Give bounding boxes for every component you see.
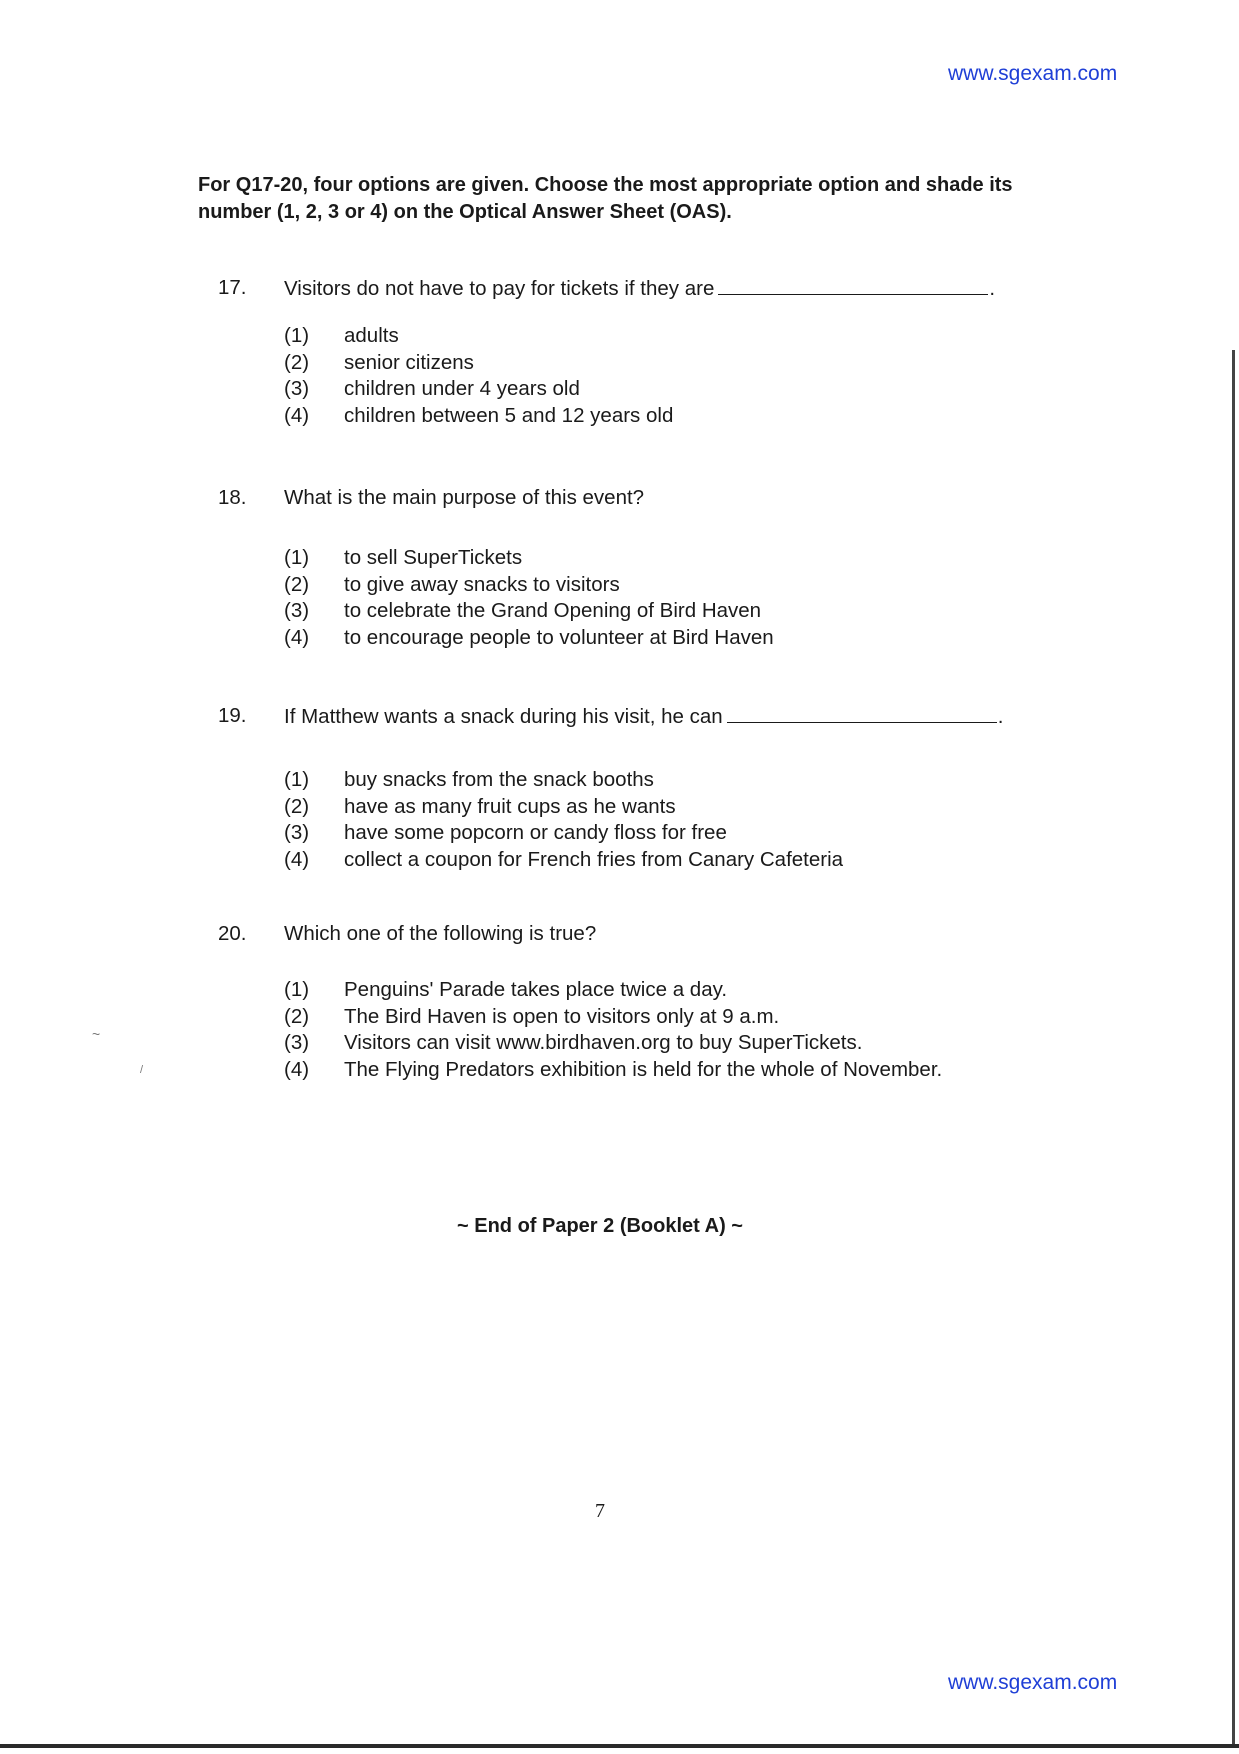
question-line: [218, 486, 1038, 516]
question-text: What is the main purpose of this event?: [284, 486, 645, 509]
question-line: [218, 276, 1038, 306]
site-link-bottom[interactable]: www.sgexam.com: [948, 1671, 1118, 1694]
option-text: have some popcorn or candy floss for free: [344, 821, 727, 844]
option-number: (1): [284, 324, 310, 347]
question-number: 17.: [218, 276, 247, 299]
option-text: collect a coupon for French fries from Canary Cafeteria: [344, 847, 844, 871]
option-number: (2): [284, 794, 310, 818]
option-text: The Flying Predators exhibition is held for the whole of November.: [344, 1057, 943, 1081]
option-number: (4): [284, 403, 310, 427]
option-text: Penguins' Parade takes place twice a day.: [344, 978, 728, 1001]
question-text: If Matthew wants a snack during his visit, he can: [284, 705, 723, 728]
option-text: to sell SuperTickets: [344, 546, 523, 569]
site-link-top[interactable]: www.sgexam.com: [948, 62, 1118, 85]
option-number: (1): [284, 978, 310, 1001]
option-number: (4): [284, 625, 310, 649]
option-number: (1): [284, 768, 310, 791]
answer-blank: [727, 704, 997, 723]
option-number: (4): [284, 847, 310, 871]
option-number: (3): [284, 1031, 310, 1054]
question-number: 20.: [218, 922, 247, 945]
option-text: Visitors can visit www.birdhaven.org to buy SuperTickets.: [344, 1031, 863, 1054]
question-number: 19.: [218, 704, 247, 727]
option-number: (3): [284, 377, 310, 400]
option-text: buy snacks from the snack booths: [344, 768, 654, 791]
end-of-paper-text: ~ End of Paper 2 (Booklet A) ~: [457, 1215, 743, 1237]
answer-blank: [718, 276, 988, 295]
option-text: senior citizens: [344, 350, 474, 374]
option-text: The Bird Haven is open to visitors only at 9 a.m.: [344, 1004, 780, 1028]
question-number: 18.: [218, 486, 247, 509]
option-text: children between 5 and 12 years old: [344, 403, 674, 427]
question-19: [218, 704, 1038, 871]
page-edge-bottom: [0, 1744, 1239, 1748]
scan-mark: ~: [92, 1026, 101, 1042]
page-number: 7: [595, 1500, 605, 1522]
page-edge-right: [1232, 350, 1235, 1745]
instructions: For Q17-20, four options are given. Choose the most appropriate option and shade its number (1, 2, 3 or 4) on the Optical Answer Sheet (OAS).: [198, 174, 1013, 223]
option-number: (1): [284, 546, 310, 569]
option-number: (4): [284, 1057, 310, 1081]
question-line: [218, 704, 1038, 734]
option-number: (3): [284, 821, 310, 844]
question-text: Visitors do not have to pay for tickets if they are: [284, 277, 715, 300]
option-text: to encourage people to volunteer at Bird Haven: [344, 625, 774, 649]
question-line: [218, 922, 1038, 952]
option-text: to celebrate the Grand Opening of Bird Haven: [344, 599, 762, 622]
option-number: (2): [284, 572, 310, 596]
option-number: (2): [284, 1004, 310, 1028]
option-number: (2): [284, 350, 310, 374]
option-text: to give away snacks to visitors: [344, 572, 620, 596]
question-17: [218, 276, 1038, 427]
option-number: (3): [284, 599, 310, 622]
option-text: adults: [344, 324, 399, 347]
blank-period: .: [989, 277, 996, 300]
question-text: Which one of the following is true?: [284, 922, 597, 945]
blank-period: .: [997, 705, 1004, 728]
question-18: [218, 486, 1038, 649]
option-text: have as many fruit cups as he wants: [344, 794, 676, 818]
option-text: children under 4 years old: [344, 377, 580, 400]
question-20: [218, 922, 1038, 1081]
scan-mark: /: [140, 1064, 144, 1076]
